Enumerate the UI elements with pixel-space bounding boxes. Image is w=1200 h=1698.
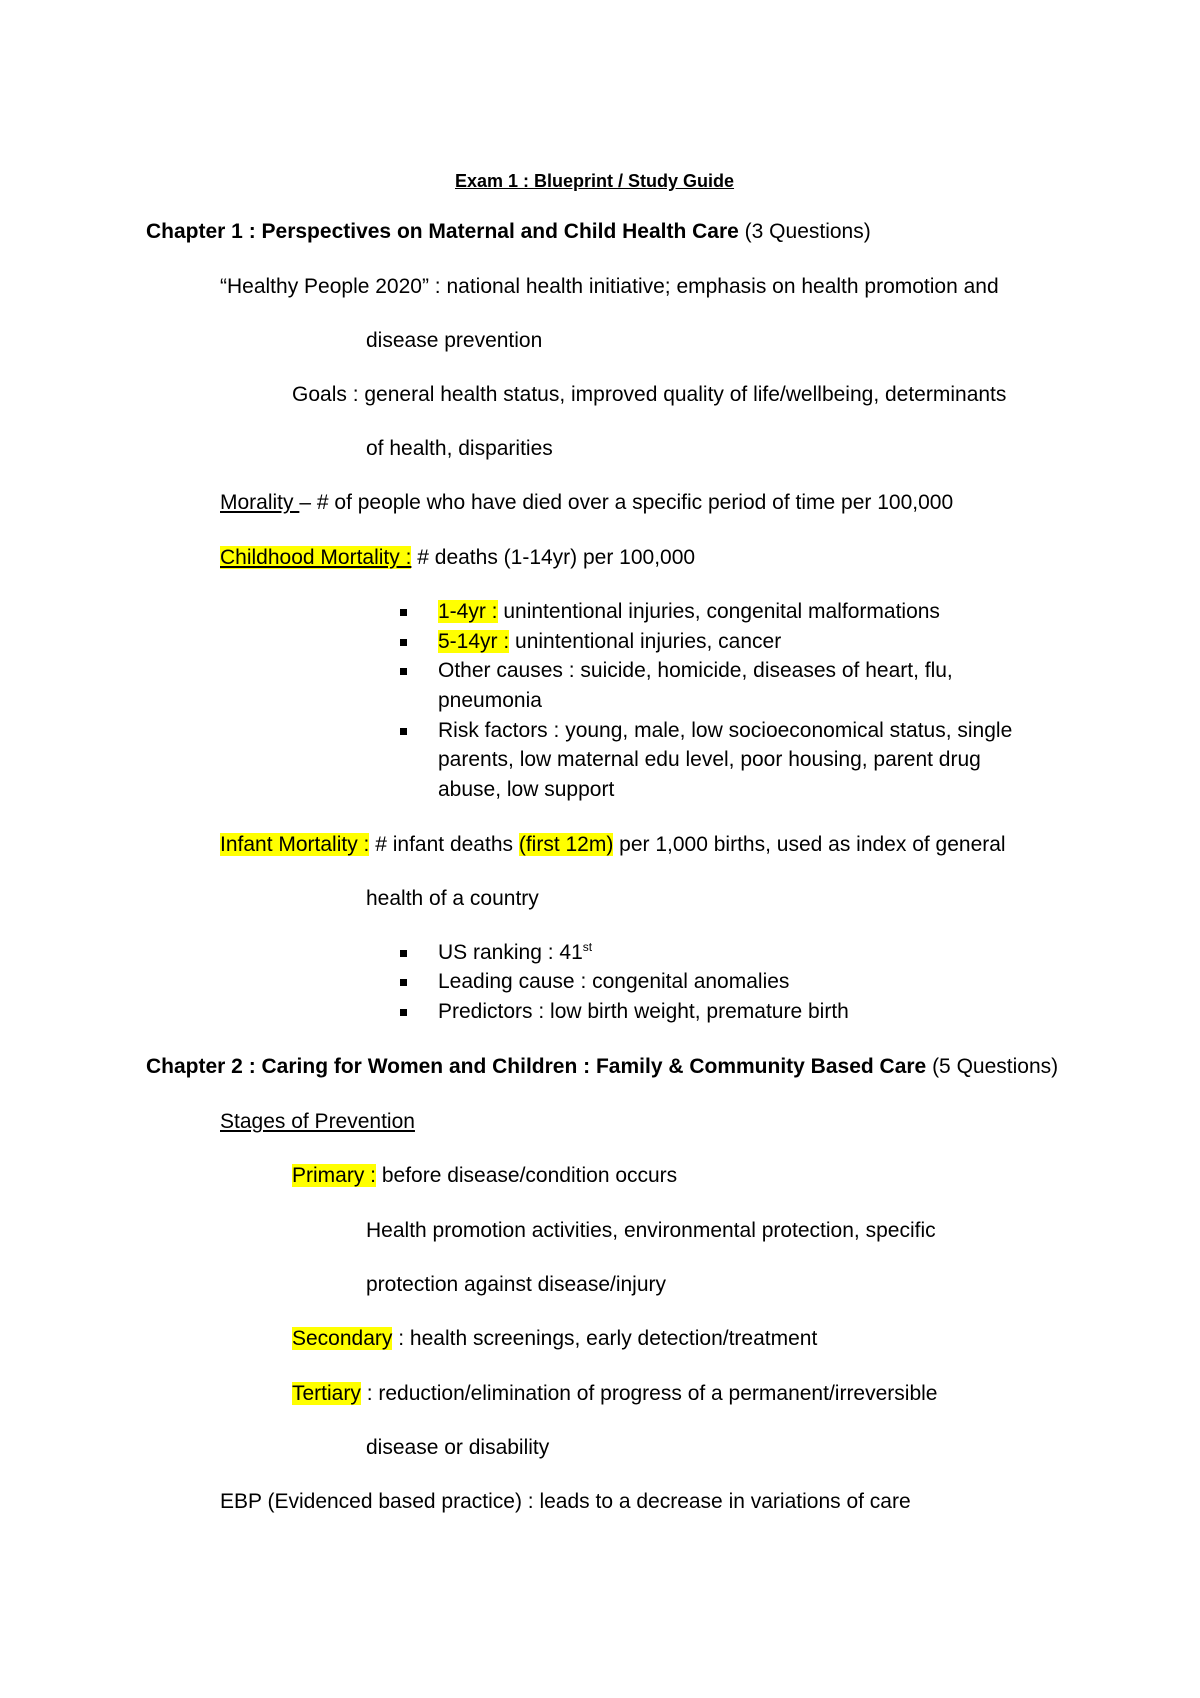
bullet-square-icon [400, 728, 407, 735]
ordinal-suffix: st [582, 940, 593, 954]
childhood-mortality-label: Childhood Mortality : [220, 546, 412, 569]
infant-mortality-label: Infant Mortality : [220, 833, 370, 856]
first-12m-highlight: (first 12m) [518, 833, 614, 856]
morality-label: Morality [220, 491, 300, 514]
list-item: Predictors : low birth weight, premature birth [438, 1000, 849, 1023]
healthy-people-line-2: disease prevention [366, 329, 543, 352]
list-item [438, 629, 781, 655]
tertiary-text: : reduction/elimination of progress of a permanent/irreversible [360, 1382, 938, 1405]
goals-line-2: of health, disparities [366, 437, 553, 460]
bullet-square-icon [400, 609, 407, 616]
primary-line-3: protection against disease/injury [366, 1273, 667, 1296]
infant-mortality-text: # infant deaths [369, 833, 519, 856]
secondary-label: Secondary [292, 1327, 393, 1350]
list-item: Leading cause : congenital anomalies [438, 970, 790, 993]
tertiary-label: Tertiary [292, 1382, 361, 1405]
us-ranking-text: US ranking : 41 [438, 941, 583, 964]
primary-line-2: Health promotion activities, environmental protection, specific [366, 1219, 936, 1242]
primary-text: before disease/condition occurs [376, 1164, 678, 1187]
tertiary-line-2: disease or disability [366, 1436, 550, 1459]
infant-mortality-text-2: per 1,000 births, used as index of general [613, 833, 1006, 856]
childhood-mortality-definition [220, 545, 695, 571]
bullet-square-icon [400, 979, 407, 986]
age-5-14-label: 5-14yr : [438, 630, 510, 653]
chapter-2-question-count: (5 Questions) [926, 1055, 1059, 1078]
childhood-mortality-text: # deaths (1-14yr) per 100,000 [411, 546, 696, 569]
infant-mortality-definition [220, 832, 1006, 858]
list-item: Other causes : suicide, homicide, diseases of heart, flu, [438, 659, 953, 682]
list-item [438, 599, 940, 625]
age-5-14-text: unintentional injuries, cancer [509, 630, 782, 653]
chapter-2-heading [146, 1054, 1058, 1080]
list-item-continuation: parents, low maternal edu level, poor housing, parent drug [438, 748, 981, 771]
secondary-text: : health screenings, early detection/treatment [392, 1327, 818, 1350]
secondary-prevention [292, 1326, 817, 1352]
primary-prevention [292, 1163, 677, 1189]
bullet-square-icon [400, 668, 407, 675]
list-item: Risk factors : young, male, low socioeconomical status, single [438, 719, 1013, 742]
chapter-2-title: Chapter 2 : Caring for Women and Children : Family & Community Based Care [146, 1055, 927, 1078]
goals-line-1: Goals : general health status, improved quality of life/wellbeing, determinants [292, 383, 1007, 406]
tertiary-prevention [292, 1381, 937, 1407]
page-title: Exam 1 : Blueprint / Study Guide [455, 171, 735, 191]
morality-text: – # of people who have died over a specific period of time per 100,000 [299, 491, 954, 514]
age-1-4-label: 1-4yr : [438, 600, 498, 623]
chapter-1-title: Chapter 1 : Perspectives on Maternal and Child Health Care [146, 220, 739, 243]
ebp-line: EBP (Evidenced based practice) : leads to a decrease in variations of care [220, 1490, 911, 1513]
infant-mortality-line-2: health of a country [366, 887, 539, 910]
list-item [438, 940, 592, 966]
stages-of-prevention-heading: Stages of Prevention [220, 1110, 415, 1133]
chapter-1-heading [146, 219, 871, 245]
list-item-continuation: abuse, low support [438, 778, 615, 801]
primary-label: Primary : [292, 1164, 376, 1187]
bullet-square-icon [400, 950, 407, 957]
bullet-square-icon [400, 1009, 407, 1016]
age-1-4-text: unintentional injuries, congenital malformations [497, 600, 940, 623]
chapter-1-question-count: (3 Questions) [738, 220, 871, 243]
healthy-people-line-1: “Healthy People 2020” : national health initiative; emphasis on health promotion and [220, 275, 999, 298]
list-item-continuation: pneumonia [438, 689, 542, 712]
bullet-square-icon [400, 639, 407, 646]
morality-definition [220, 490, 953, 516]
